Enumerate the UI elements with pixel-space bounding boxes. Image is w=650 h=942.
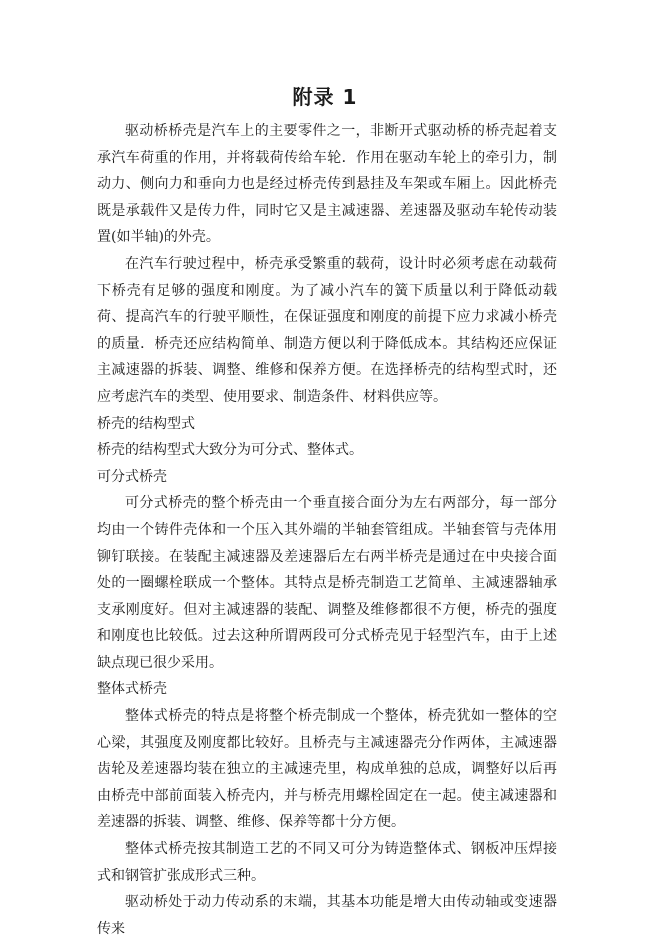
document-body	[97, 118, 557, 942]
paragraph-structure-types: 桥壳的结构型式大致分为可分式、整体式。	[97, 442, 363, 459]
section-heading-integral-housing: 整体式桥壳	[97, 681, 167, 698]
section-heading-structure: 桥壳的结构型式	[97, 415, 195, 432]
page-title: 附录 1	[292, 85, 358, 109]
paragraph-split-housing: 可分式桥壳的整个桥壳由一个垂直接合面分为左右两部分，每一部分均由一个铸件壳体和一个压入其外端的半轴套管组成。半轴套管与壳体用铆钉联接。在装配主减速器及差速器后左右两半桥壳是通过在中央接合面处的一圈螺栓联成一个整体。其特点是桥壳制造工艺简单、主减速器轴承支承刚度好。但对主减速器的装配、调整及维修都很不方便，桥壳的强度和刚度也比较低。过去这种所谓两段可分式桥壳见于轻型汽车，由于上述缺点现已很少采用。	[97, 495, 557, 671]
paragraph-design-requirements: 在汽车行驶过程中，桥壳承受繁重的载荷，设计时必须考虑在动载荷下桥壳有足够的强度和刚度。为了减小汽车的簧下质量以利于降低动载荷、提高汽车的行驶平顺性，在保证强度和刚度的前提下应力求减小桥壳的质量．桥壳还应结构简单、制造方便以利于降低成本。其结构还应保证主减速器的拆装、调整、维修和保养方便。在选择桥壳的结构型式时，还应考虑汽车的类型、使用要求、制造条件、材料供应等。	[97, 255, 557, 405]
paragraph-integral-housing: 整体式桥壳的特点是将整个桥壳制成一个整体，桥壳犹如一整体的空心梁，其强度及刚度都比较好。且桥壳与主减速器壳分作两体，主减速器齿轮及差速器均装在独立的主减速壳里，构成单独的总成，调整好以后再由桥壳中部前面装入桥壳内，并与桥壳用螺栓固定在一起。使主减速器和差速器的拆装、调整、维修、保养等都十分方便。	[97, 708, 557, 831]
paragraph-intro: 驱动桥桥壳是汽车上的主要零件之一，非断开式驱动桥的桥壳起着支承汽车荷重的作用，并将载荷传给车轮．作用在驱动车轮上的牵引力，制动力、侧向力和垂向力也是经过桥壳传到悬挂及车架或车厢上。因此桥壳既是承载件又是传力件，同时它又是主减速器、差速器及驱动车轮传动装置(如半轴)的外壳。	[97, 123, 557, 246]
paragraph-drive-axle-function: 驱动桥处于动力传动系的末端，其基本功能是增大由传动轴或变速器传来	[97, 894, 557, 937]
section-heading-split-housing: 可分式桥壳	[97, 468, 167, 485]
paragraph-integral-types: 整体式桥壳按其制造工艺的不同又可分为铸造整体式、钢板冲压焊接式和钢管扩张成形式三种。	[97, 841, 557, 884]
